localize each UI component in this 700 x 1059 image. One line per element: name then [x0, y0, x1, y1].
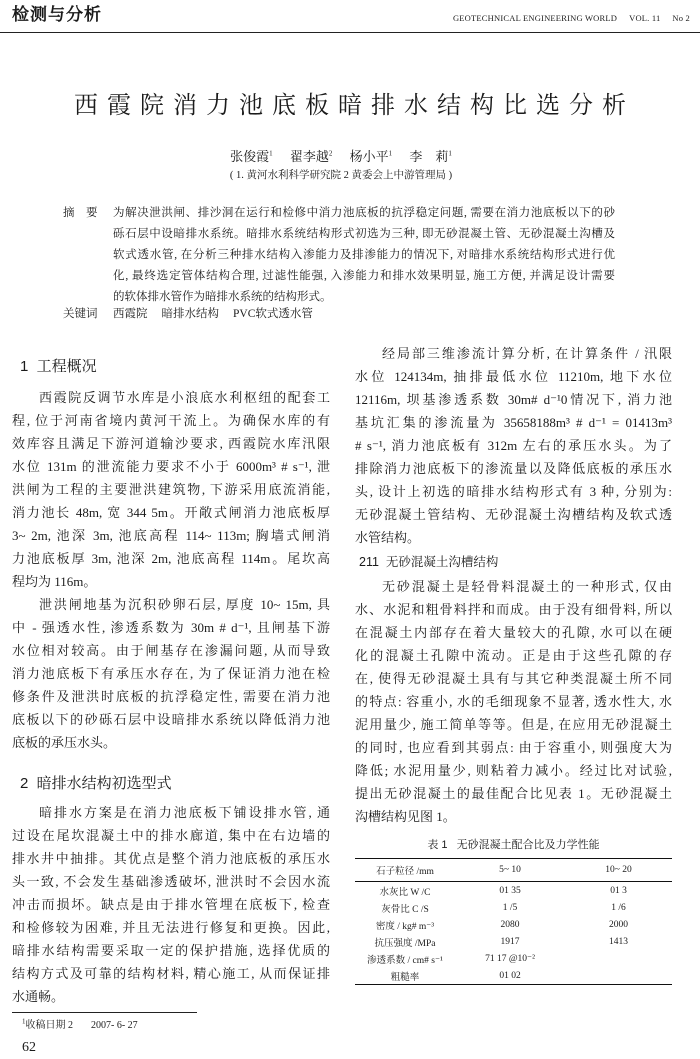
text-line: 化的混凝土孔隙中流动。正是由于这些孔隙的存 — [355, 648, 672, 663]
table-cell: 灰骨比 C /S — [381, 904, 429, 915]
abstract-text — [113, 203, 615, 308]
paragraph — [12, 386, 330, 593]
text-line: 和检修较为困难, 并且无法进行修复和更换。因此, — [12, 920, 330, 935]
text-line: 水位 124134m, 抽排最低水位 11210m, 地下水位 — [355, 369, 672, 384]
text-line: 12116m, 坝基渗透系数 30m# d⁻¹0情况下, 消力池 — [355, 392, 672, 407]
table-row — [355, 967, 672, 985]
affiliations: ( 1. 黄河水利科学研究院 2 黄委会上中游管理局 ) — [229, 170, 453, 181]
footnote-label: 收稿日期 2 — [25, 1020, 73, 1031]
text-line: 暗排水结构需要采取一定的保护措施, 选择优质的 — [12, 943, 330, 958]
text-line: 基坑汇集的渗流量为 35658188m³ # d⁻¹ = 01413m³ — [355, 415, 672, 430]
table-caption: 表 1 无砂混凝土配合比及力学性能 — [427, 839, 600, 851]
table-cell: 渗透系数 / cm# s⁻¹ — [367, 955, 443, 966]
paragraph — [355, 575, 672, 828]
text-line: 洪闸为工程的主要泄洪建筑物, 下游采用底流消能, — [12, 482, 330, 497]
table-header-cell: 5~ 10 — [455, 859, 565, 882]
author-name: 杨小平 — [349, 149, 389, 164]
journal-section-title: 检测与分析 — [12, 5, 102, 24]
author — [409, 149, 452, 164]
text-line: 3~ 2m, 池深 3m, 池底高程 114~ 113m; 胸墙式闸消 — [12, 528, 330, 543]
header-rule — [0, 32, 700, 33]
table-cell: 01 02 — [499, 970, 521, 981]
keywords-label: 关键词 — [63, 308, 98, 320]
journal-issue: No 2 — [672, 13, 690, 23]
table-row — [355, 882, 672, 900]
text-line: 中 - 强透水性, 渗透系数为 30m # d⁻¹, 且闸基下游 — [12, 620, 330, 635]
table-cell: 2080 — [500, 919, 520, 930]
keyword: 暗排水结构 — [161, 308, 219, 320]
footnote — [22, 1018, 138, 1034]
text-line: 在, 使得无砂混凝土具有与其它种类混凝土所不同 — [355, 671, 672, 686]
keyword: 西霞院 — [113, 308, 148, 320]
author-name: 翟李越 — [289, 149, 329, 164]
text-line: 水位 131m 的泄流能力要求不小于 6000m³ # s⁻¹, 泄 — [12, 459, 330, 474]
footnote-date: 2007- 6- 27 — [91, 1020, 138, 1031]
paragraph — [355, 342, 672, 549]
text-line: 修条件及泄洪时底板的抗浮稳定性, 需要在消力池 — [12, 689, 330, 704]
table-row — [355, 899, 672, 916]
text-line: 头, 设计上初选的暗排水结构形式有 3 种, 分别为: — [355, 484, 672, 499]
text-line: 程均为 116m。 — [12, 574, 97, 589]
table-header-cell: 石子粒径 /mm — [355, 859, 455, 882]
text-line: 泥用量少, 施工简单等等。但是, 在应用无砂混凝土 — [355, 717, 672, 732]
text-line: 过设在尾坎混凝土中的排水廊道, 集中在右边墙的 — [12, 828, 330, 843]
text-line: # s⁻¹, 消力池底板有 312m 左右的承压水头。为了 — [355, 438, 672, 453]
table-cell — [565, 950, 672, 967]
text-line: 在混凝土内部存在着大量较大的孔隙, 水可以在硬 — [355, 625, 672, 640]
text-line: 砾石层中设暗排水系统。暗排水系统结构形式初选为三种, 即无砂混凝土管、无砂混凝土沟槽及 — [113, 228, 615, 240]
text-line: 软式透水管, 在分析三种排水结构入渗能力及排渗能力的情况下, 对暗排水系统结构形式进行优 — [113, 249, 615, 261]
text-line: 水位相对较高。由于闸基存在渗漏问题, 从而导致 — [12, 643, 330, 658]
keyword: PVC软式透水管 — [233, 308, 313, 320]
journal-volume: VOL. 11 — [629, 13, 661, 23]
text-line: 效库容且满足下游河道输沙要求, 西霞院水库汛限 — [12, 436, 330, 451]
table-cell: 1413 — [609, 936, 628, 947]
table-row — [355, 950, 672, 967]
table-cell: 71 17 @10⁻² — [485, 954, 535, 964]
table-cell — [565, 967, 672, 985]
text-line: 提出无砂混凝土的最佳配合比见表 1。无砂混凝土 — [355, 786, 672, 801]
text-line: 经局部三维渗流计算分析, 在计算条件 / 汛限 — [382, 346, 672, 361]
author — [230, 149, 273, 164]
section-heading: 1 工程概况 — [20, 358, 97, 375]
subsection-heading: 211 无砂混凝土沟槽结构 — [359, 555, 499, 569]
table-cell: 01 35 — [499, 885, 521, 896]
text-line: 暗排水方案是在消力池底板下铺设排水管, 通 — [39, 805, 330, 820]
text-line: 西霞院反调节水库是小浪底水利枢纽的配套工 — [39, 390, 330, 405]
text-line: 底板以下的砂砾石层中设暗排水系统以降低消力池 — [12, 712, 330, 727]
footnote-rule — [12, 1012, 197, 1013]
text-line: 头一致, 不会发生基础渗透破坏, 泄洪时不会因水流 — [12, 874, 330, 889]
data-table — [355, 858, 672, 985]
author — [350, 149, 393, 164]
text-line: 结构方式及可靠的结构材料, 精心施工, 从而保证排 — [12, 966, 330, 981]
text-line: 力池底板厚 3m, 池深 2m, 池底高程 114m。尾坎高 — [12, 551, 330, 566]
paragraph — [12, 593, 330, 754]
author-affiliation-mark: 1 — [269, 149, 273, 158]
author — [290, 149, 333, 164]
table-cell: 1 /6 — [611, 902, 626, 913]
text-line: 程, 位于河南省境内黄河干流上。为确保水库的有 — [12, 413, 330, 428]
keywords — [113, 304, 327, 325]
table-cell: 2000 — [609, 919, 628, 930]
table-header-cell: 10~ 20 — [565, 859, 672, 882]
table-cell: 水灰比 W /C — [379, 887, 431, 898]
table-cell: 01 3 — [610, 885, 627, 896]
text-line: 冲击而损坏。缺点是由于排水管埋在底板下, 检查 — [12, 897, 330, 912]
text-line: 水管结构。 — [355, 530, 421, 545]
section-heading: 2 暗排水结构初选型式 — [20, 775, 172, 792]
author-affiliation-mark: 1 — [448, 149, 452, 158]
author-name: 张俊霞 — [230, 149, 270, 164]
journal-name: GEOTECHNICAL ENGINEERING WORLD — [452, 13, 618, 23]
text-line: 为解决泄洪闸、排沙洞在运行和检修中消力池底板的抗浮稳定问题, 需要在消力池底板以下的砂 — [113, 207, 615, 219]
text-line: 排除消力池底板下的渗流量以及降低底板的承压水 — [355, 461, 672, 476]
table-cell: 1 /5 — [502, 902, 518, 913]
table-cell: 粗糙率 — [390, 972, 420, 983]
footnote-marker: 1 — [22, 1017, 26, 1026]
left-column — [12, 355, 330, 1008]
journal-info — [453, 12, 690, 24]
abstract-label: 摘 要 — [63, 207, 98, 219]
table-row — [355, 933, 672, 950]
text-line: 泄洪闸地基为沉积砂卵石层, 厚度 10~ 15m, 具 — [39, 597, 330, 612]
right-column — [355, 342, 672, 985]
text-line: 降低; 水泥用量少, 则粘着力减小。经过比对试验, — [355, 763, 672, 778]
text-line: 沟槽结构见图 1。 — [355, 809, 456, 824]
text-line: 消力池底板下有承压水存在, 为了保证消力池在检 — [12, 666, 330, 681]
author-affiliation-mark: 2 — [328, 149, 333, 158]
text-line: 化, 最终选定管体结构合理, 过滤性能强, 入渗能力和排水效果明显, 施工方便, 并满足设计需要 — [113, 270, 615, 282]
table-cell: 1917 — [500, 936, 520, 947]
text-line: 的特点: 容重小, 水的毛细现象不显著, 透水性大, 水 — [355, 694, 672, 709]
page-number: 62 — [22, 1040, 36, 1055]
table-row — [355, 916, 672, 933]
text-line: 的软体排水管作为暗排水系统的结构形式。 — [113, 291, 332, 303]
author-list — [0, 147, 682, 167]
text-line: 无砂混凝土管结构、无砂混凝土沟槽结构及软式透 — [355, 507, 672, 522]
text-line: 的同时, 也应看到其弱点: 由于容重小, 则强度大为 — [355, 740, 672, 755]
author-name: 李 莉 — [409, 149, 449, 164]
text-line: 消力池长 48m, 宽 344 5m。开敞式闸消力池底板厚 — [12, 505, 330, 520]
paragraph — [12, 801, 330, 1008]
table-header-row — [355, 859, 672, 882]
article-title: 西霞院消力池底板暗排水结构比选分析 — [74, 92, 635, 119]
text-line: 无砂混凝土是轻骨料混凝土的一种形式, 仅由 — [382, 579, 672, 594]
table-cell: 抗压强度 /MPa — [374, 938, 436, 949]
text-line: 水通畅。 — [12, 989, 65, 1004]
table-cell: 密度 / kg# m⁻³ — [375, 921, 435, 932]
text-line: 排水井中抽排。其优点是整个消力池底板的承压水 — [12, 851, 330, 866]
text-line: 水、水泥和粗骨料拌和而成。由于没有细骨料, 所以 — [355, 602, 672, 617]
text-line: 底板的承压水头。 — [12, 735, 117, 750]
author-affiliation-mark: 1 — [388, 149, 393, 158]
